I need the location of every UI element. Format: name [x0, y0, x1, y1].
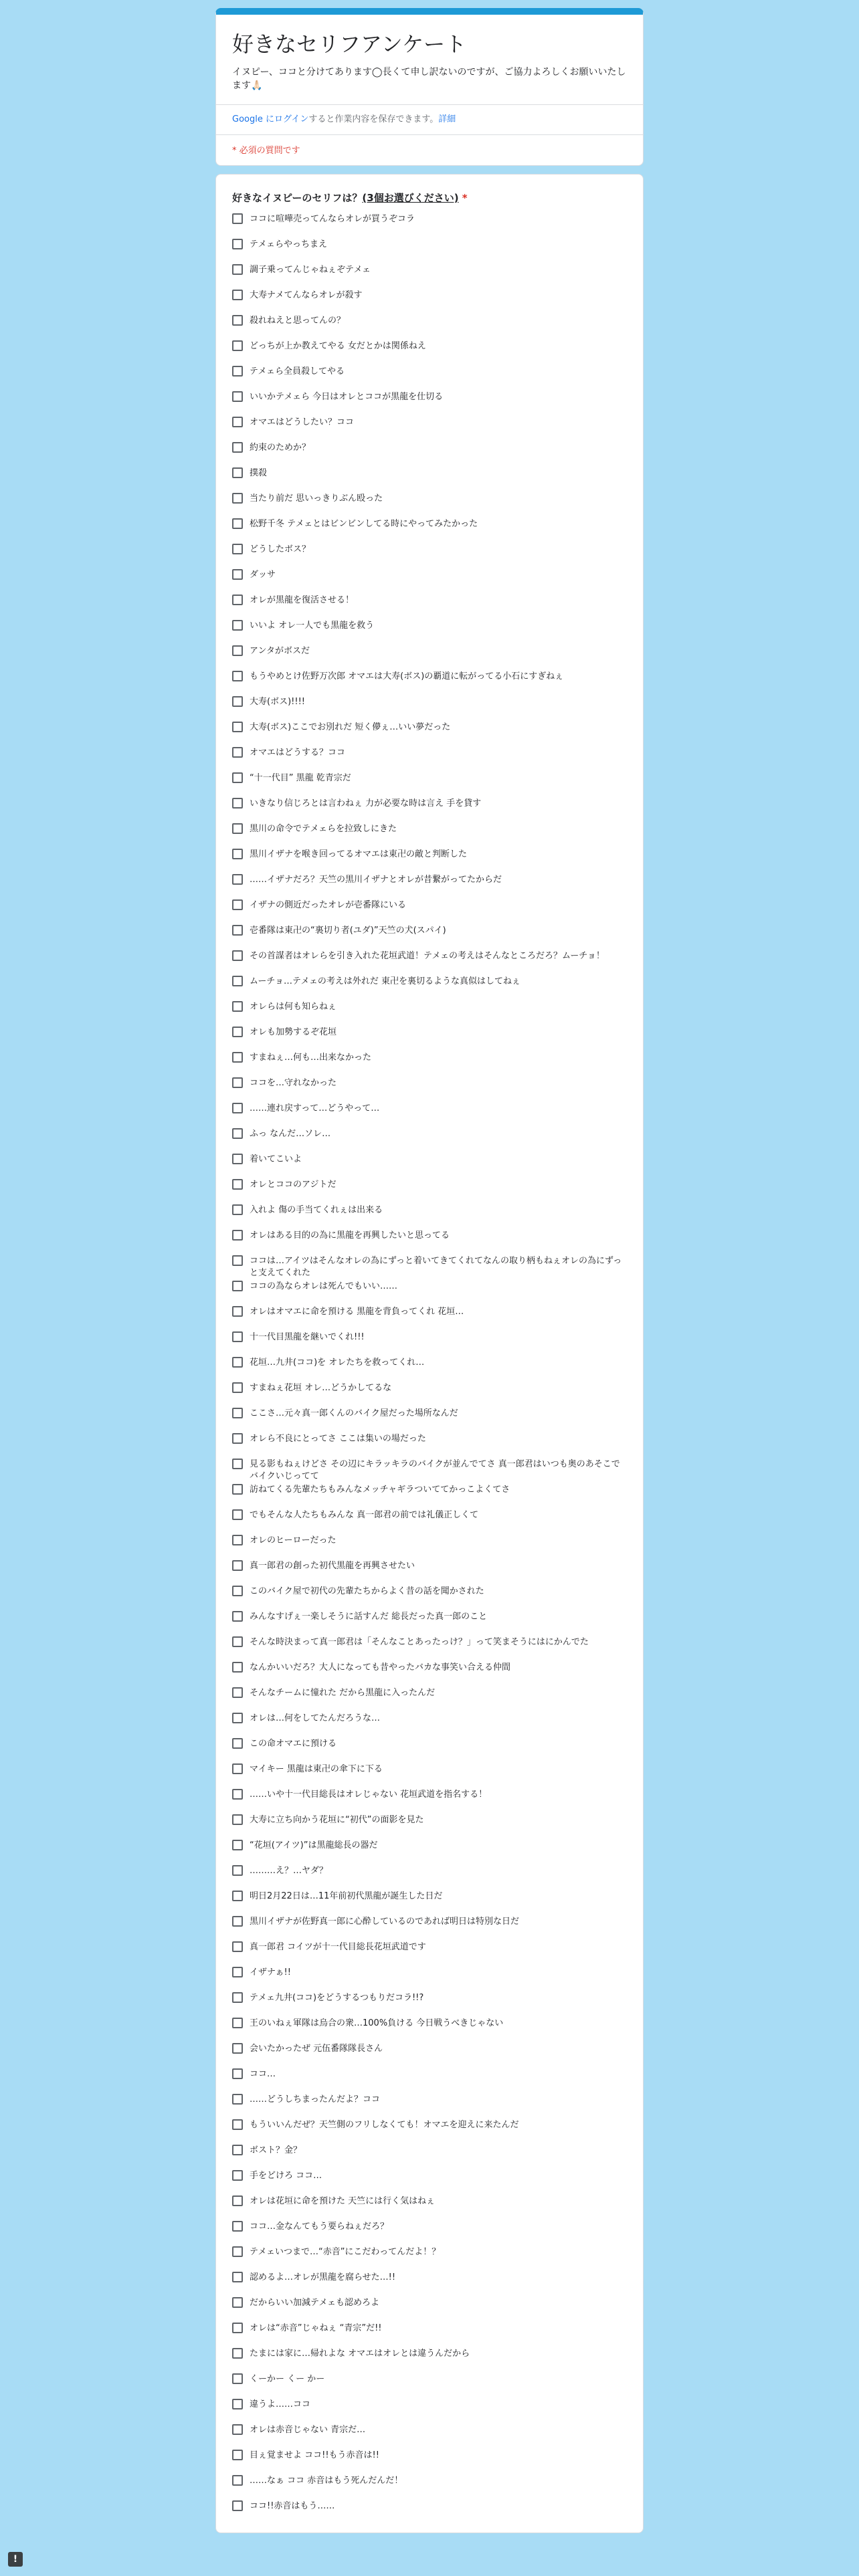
checkbox-icon[interactable]: [232, 1179, 243, 1190]
checkbox-option[interactable]: [232, 2348, 627, 2373]
checkbox-option-label: オレが黒龍を復活させる！: [250, 595, 355, 605]
question-title: [232, 191, 627, 205]
checkbox-option[interactable]: [232, 544, 627, 569]
checkbox-option-label: 大寿(ボス)!!!!: [250, 697, 305, 707]
checkbox-option[interactable]: [232, 1408, 627, 1433]
checkbox-option-label: ココを…守れなかった: [250, 1078, 337, 1088]
checkbox-icon[interactable]: [232, 2043, 243, 2054]
checkbox-icon[interactable]: [232, 1281, 243, 1291]
google-login-link[interactable]: Google にログイン: [232, 114, 309, 124]
checkbox-icon[interactable]: [232, 1687, 243, 1698]
checkbox-icon[interactable]: [232, 696, 243, 707]
checkbox-icon[interactable]: [232, 1738, 243, 1749]
checkbox-option[interactable]: [232, 747, 627, 772]
checkbox-option-label: 見る影もねぇけどさ その辺にキラッキラのバイクが並んでてさ 真一郎君はいつも奥のあそこでバイクいじってて: [250, 1459, 620, 1481]
checkbox-option-label: テメェらやっちまえ: [250, 239, 327, 249]
checkbox-option-label: 調子乗ってんじゃねぇぞテメェ: [250, 265, 371, 275]
checkbox-option[interactable]: [232, 1281, 627, 1306]
checkbox-option[interactable]: [232, 2399, 627, 2424]
checkbox-icon[interactable]: [232, 1662, 243, 1673]
checkbox-icon[interactable]: [232, 2424, 243, 2435]
checkbox-option-label: オレは花垣に命を預けた 天竺には行く気はねぇ: [250, 2196, 436, 2206]
checkbox-option[interactable]: [232, 722, 627, 747]
checkbox-icon[interactable]: [232, 1840, 243, 1850]
checkbox-option-label: ふっ なんだ…ソレ…: [250, 1129, 331, 1139]
checkbox-icon[interactable]: [232, 1891, 243, 1901]
checkbox-option[interactable]: [232, 1484, 627, 1509]
checkbox-option[interactable]: [232, 340, 627, 366]
checkbox-option-label: この命オマエに預ける: [250, 1739, 337, 1749]
checkbox-icon[interactable]: [232, 2018, 243, 2028]
checkbox-icon[interactable]: [232, 340, 243, 351]
checkbox-option-label: テメェら全員殺してやる: [250, 366, 345, 377]
required-note: * 必須の質問です: [232, 146, 300, 156]
checkbox-icon[interactable]: [232, 2221, 243, 2232]
checkbox-option-label: どっちが上か教えてやる 女だとかは関係ねえ: [250, 341, 426, 351]
checkbox-option-label: オレのヒーローだった: [250, 1535, 337, 1545]
checkbox-option[interactable]: [232, 366, 627, 391]
checkbox-option-label: オレは…何をしてたんだろうな…: [250, 1713, 381, 1723]
checkbox-option-label: その首謀者はオレらを引き入れた花垣武道！テメェの考えはそんなところだろ？ムーチョ！: [250, 951, 605, 961]
checkbox-option-label: オレは“赤音”じゃねぇ “青宗”だ!!: [250, 2323, 382, 2333]
checkbox-icon[interactable]: [232, 823, 243, 834]
checkbox-icon[interactable]: [232, 1484, 243, 1495]
checkbox-option-label: テメェ九井(ココ)をどうするつもりだコラ!!?: [250, 1993, 424, 2003]
checkbox-option-label: 黒川イザナが佐野真一郎に心酔しているのであれば明日は特別な日だ: [250, 1917, 520, 1927]
checkbox-option[interactable]: [232, 2450, 627, 2475]
checkbox-option-label: 入れよ 傷の手当てくれぇは出来る: [250, 1205, 383, 1215]
feedback-icon[interactable]: !: [8, 2552, 23, 2567]
checkbox-icon[interactable]: [232, 391, 243, 402]
checkbox-icon[interactable]: [232, 1916, 243, 1927]
checkbox-icon[interactable]: [232, 2272, 243, 2282]
checkbox-option-label: 松野千冬 テメェとはビンビンしてる時にやってみたかった: [250, 519, 478, 529]
checkbox-option-label: いきなり信じろとは言わねぇ 力が必要な時は言え 手を貸す: [250, 798, 482, 809]
checkbox-option-label: ムーチョ…テメェの考えは外れだ 東卍を裏切るような真似はしてねぇ: [250, 976, 521, 986]
checkbox-icon[interactable]: [232, 798, 243, 809]
question-title-text: 好きなイヌピーのセリフは？: [232, 192, 363, 204]
checkbox-option-label: ……いや十一代目総長はオレじゃない 花垣武道を指名する！: [250, 1790, 488, 1800]
checkbox-option-label: オレは赤音じゃない 青宗だ…: [250, 2425, 366, 2435]
checkbox-option-label: ココの為ならオレは死んでもいい……: [250, 1281, 398, 1291]
checkbox-icon[interactable]: [232, 2373, 243, 2384]
checkbox-icon[interactable]: [232, 417, 243, 427]
checkbox-icon[interactable]: [232, 1941, 243, 1952]
checkbox-icon[interactable]: [232, 899, 243, 910]
checkbox-option-label: ここさ…元々真一郎くんのバイク屋だった場所なんだ: [250, 1408, 458, 1418]
checkbox-option-label: たまには家に…帰れよな オマエはオレとは違うんだから: [250, 2349, 470, 2359]
checkbox-option[interactable]: [232, 925, 627, 950]
checkbox-icon[interactable]: [232, 2323, 243, 2333]
checkbox-icon[interactable]: [232, 772, 243, 783]
checkbox-icon[interactable]: [232, 1509, 243, 1520]
checkbox-icon[interactable]: [232, 1636, 243, 1647]
checkbox-option[interactable]: [232, 1204, 627, 1230]
checkbox-option-label: みんなすげぇ一楽しそうに話すんだ 総長だった真一郎のこと: [250, 1612, 488, 1622]
checkbox-icon[interactable]: [232, 1408, 243, 1418]
checkbox-option[interactable]: [232, 1840, 627, 1865]
checkbox-option-label: そんな時決まって真一郎君は「そんなことあったっけ？」って笑まそうにはにかんでた: [250, 1637, 589, 1647]
checkbox-option-label: 大寿ナメてんならオレが殺す: [250, 290, 363, 300]
checkbox-icon[interactable]: [232, 1052, 243, 1063]
checkbox-option[interactable]: [232, 899, 627, 925]
checkbox-option-label: すまねぇ花垣 オレ…どうかしてるな: [250, 1383, 392, 1393]
checkbox-option[interactable]: [232, 1738, 627, 1763]
checkbox-option[interactable]: [232, 518, 627, 544]
checkbox-option[interactable]: [232, 1027, 627, 1052]
checkbox-icon[interactable]: [232, 925, 243, 936]
checkbox-option[interactable]: [232, 2323, 627, 2348]
checkbox-icon[interactable]: [232, 518, 243, 529]
checkbox-option-label: ………え？…ヤダ？: [250, 1866, 328, 1876]
checkbox-option[interactable]: [232, 1230, 627, 1255]
checkbox-option-label: 認めるよ…オレが黒龍を腐らせた…!!: [250, 2272, 396, 2282]
form-header-card: [215, 8, 644, 166]
checkbox-option[interactable]: [232, 1535, 627, 1560]
checkbox-icon[interactable]: [232, 1027, 243, 1037]
checkbox-option-label: 着いてこいよ: [250, 1154, 302, 1164]
checkbox-option[interactable]: [232, 569, 627, 595]
checkbox-option-label: ……なぁ ココ 赤音はもう死んだんだ！: [250, 2476, 403, 2486]
checkbox-icon[interactable]: [232, 1789, 243, 1800]
checkbox-option-label: “十一代目” 黒龍 乾青宗だ: [250, 773, 351, 783]
checkbox-option-label: “花垣(アイツ)”は黒龍総長の器だ: [250, 1840, 378, 1850]
checkbox-option[interactable]: [232, 1331, 627, 1357]
checkbox-icon[interactable]: [232, 1230, 243, 1241]
checkbox-option[interactable]: [232, 1382, 627, 1408]
checkbox-option-label: ココ…金なんてもう要らねぇだろ？: [250, 2222, 389, 2232]
checkbox-icon[interactable]: [232, 2170, 243, 2181]
checkbox-option[interactable]: [232, 1052, 627, 1077]
checkbox-option-label: イザナぁ!!: [250, 1967, 291, 1977]
checkbox-icon[interactable]: [232, 1992, 243, 2003]
checkbox-option[interactable]: [232, 1662, 627, 1687]
checkbox-options: [232, 213, 627, 2526]
checkbox-option-label: ボスト？金？: [250, 2145, 302, 2155]
checkbox-icon[interactable]: [232, 1001, 243, 1012]
checkbox-option-label: 壱番隊は東卍の“裏切り者(ユダ)”天竺の犬(スパイ): [250, 926, 446, 936]
checkbox-icon[interactable]: [232, 1535, 243, 1545]
checkbox-option-label: どうしたボス？: [250, 544, 311, 554]
checkbox-option[interactable]: [232, 1433, 627, 1459]
checkbox-icon[interactable]: [232, 1128, 243, 1139]
checkbox-option-label: マイキー 黒龍は東卍の傘下に下る: [250, 1764, 383, 1774]
checkbox-option[interactable]: [232, 2373, 627, 2399]
checkbox-icon[interactable]: [232, 747, 243, 758]
checkbox-icon[interactable]: [232, 442, 243, 453]
checkbox-option-label: 王のいねぇ軍隊は烏合の衆…100%負ける 今日戦うべきじゃない: [250, 2018, 504, 2028]
checkbox-option-label: いいよ オレ一人でも黒龍を救う: [250, 621, 375, 631]
checkbox-option[interactable]: [232, 2119, 627, 2145]
checkbox-icon[interactable]: [232, 1077, 243, 1088]
checkbox-option-label: 違うよ……ココ: [250, 2399, 311, 2409]
checkbox-icon[interactable]: [232, 1204, 243, 1215]
checkbox-option[interactable]: [232, 1357, 627, 1382]
checkbox-option[interactable]: [232, 2068, 627, 2094]
checkbox-icon[interactable]: [232, 1357, 243, 1368]
checkbox-option-label: オマエはどうする？ココ: [250, 748, 346, 758]
checkbox-option-label: オレも加勢するぞ花垣: [250, 1027, 337, 1037]
checkbox-icon[interactable]: [232, 239, 243, 249]
checkbox-option-label: 会いたかったぜ 元伍番隊隊長さん: [250, 2044, 383, 2054]
checkbox-option-label: イザナの側近だったオレが壱番隊にいる: [250, 900, 407, 910]
checkbox-option-label: 真一郎君 コイツが十一代目総長花垣武道です: [250, 1942, 426, 1952]
form-container: [215, 8, 644, 2533]
checkbox-option[interactable]: [232, 1128, 627, 1154]
checkbox-option[interactable]: [232, 1077, 627, 1103]
checkbox-icon[interactable]: [232, 1306, 243, 1317]
checkbox-icon[interactable]: [232, 645, 243, 656]
checkbox-option[interactable]: [232, 1001, 627, 1027]
checkbox-option[interactable]: [232, 1687, 627, 1713]
checkbox-icon[interactable]: [232, 1255, 243, 1266]
checkbox-icon[interactable]: [232, 1382, 243, 1393]
checkbox-option[interactable]: [232, 2272, 627, 2297]
checkbox-option-label: ……連れ戻すって…どうやって…: [250, 1103, 380, 1113]
checkbox-option-label: 十一代目黒龍を継いでくれ!!!: [250, 1332, 365, 1342]
checkbox-option[interactable]: [232, 950, 627, 976]
required-star: *: [462, 192, 468, 204]
checkbox-option[interactable]: [232, 1255, 627, 1281]
checkbox-option[interactable]: [232, 1941, 627, 1967]
checkbox-icon[interactable]: [232, 1560, 243, 1571]
checkbox-option-label: 黒川イザナを喉き回ってるオマエは東卍の敵と判断した: [250, 849, 468, 859]
checkbox-icon[interactable]: [232, 290, 243, 300]
checkbox-option[interactable]: [232, 1103, 627, 1128]
checkbox-option[interactable]: [232, 2297, 627, 2323]
checkbox-option[interactable]: [232, 1611, 627, 1636]
checkbox-option-label: 真一郎君の創った初代黒龍を再興させたい: [250, 1561, 415, 1571]
checkbox-icon[interactable]: [232, 1586, 243, 1596]
checkbox-option-label: オマエはどうしたい？ココ: [250, 417, 355, 427]
checkbox-option[interactable]: [232, 2500, 627, 2526]
checkbox-option[interactable]: [232, 671, 627, 696]
checkbox-icon[interactable]: [232, 1865, 243, 1876]
checkbox-option-label: ……どうしちまったんだよ？ココ: [250, 2095, 381, 2105]
checkbox-option-label: オレはある目的の為に黒龍を再興したいと思ってる: [250, 1230, 450, 1241]
checkbox-option-label: 明日2月22日は…11年前初代黒龍が誕生した日だ: [250, 1891, 443, 1901]
checkbox-icon[interactable]: [232, 544, 243, 554]
checkbox-option[interactable]: [232, 2424, 627, 2450]
checkbox-option-label: そんなチームに憧れた だから黒龍に入ったんだ: [250, 1688, 436, 1698]
checkbox-option[interactable]: [232, 620, 627, 645]
question-hint: (3個お選びください): [362, 192, 459, 204]
checkbox-option[interactable]: [232, 493, 627, 518]
checkbox-option[interactable]: [232, 849, 627, 874]
checkbox-icon[interactable]: [232, 849, 243, 859]
checkbox-icon[interactable]: [232, 976, 243, 986]
checkbox-option[interactable]: [232, 2246, 627, 2272]
checkbox-option-label: オレはオマエに命を預ける 黒龍を背負ってくれ 花垣…: [250, 1307, 464, 1317]
checkbox-icon[interactable]: [232, 1763, 243, 1774]
checkbox-option[interactable]: [232, 417, 627, 442]
checkbox-option[interactable]: [232, 1814, 627, 1840]
checkbox-option[interactable]: [232, 315, 627, 340]
checkbox-icon[interactable]: [232, 264, 243, 275]
checkbox-icon[interactable]: [232, 1331, 243, 1342]
checkbox-option[interactable]: [232, 1586, 627, 1611]
details-link[interactable]: 詳細: [438, 114, 456, 124]
checkbox-option[interactable]: [232, 874, 627, 899]
checkbox-option[interactable]: [232, 1560, 627, 1586]
checkbox-icon[interactable]: [232, 213, 243, 224]
checkbox-option[interactable]: [232, 1967, 627, 1992]
checkbox-icon[interactable]: [232, 2119, 243, 2130]
checkbox-option[interactable]: [232, 823, 627, 849]
checkbox-option[interactable]: [232, 239, 627, 264]
checkbox-option-label: ココ!!赤音はもう……: [250, 2501, 335, 2511]
checkbox-option-label: ココは…アイツはそんなオレの為にずっと着いてきてくれてなんの取り柄もねぇオレの為にずっと支えてくれた: [250, 1256, 622, 1278]
checkbox-icon[interactable]: [232, 366, 243, 377]
checkbox-option-label: なんかいいだろ？大人になっても昔やったバカな事笑い合える仲間: [250, 1662, 511, 1673]
checkbox-option-label: もうやめとけ佐野万次郎 オマエは大寿(ボス)の覇道に転がってる小石にすぎねぇ: [250, 671, 564, 681]
checkbox-option-label: 殺れねえと思ってんの？: [250, 316, 346, 326]
checkbox-option[interactable]: [232, 1154, 627, 1179]
checkbox-option-label: ココ…: [250, 2069, 276, 2079]
checkbox-option-label: テメェいつまで…“赤音”にこだわってんだよ！？: [250, 2247, 441, 2257]
checkbox-option-label: このバイク屋で初代の先輩たちからよく昔の話を聞かされた: [250, 1586, 484, 1596]
checkbox-icon[interactable]: [232, 1103, 243, 1113]
checkbox-icon[interactable]: [232, 874, 243, 885]
form-description: イヌピー、ココと分けてあります◯長くて申し訳ないのですが、ご協力よろしくお願いいたします🙏🏻: [232, 67, 626, 91]
checkbox-icon[interactable]: [232, 1154, 243, 1164]
checkbox-option[interactable]: [232, 264, 627, 290]
checkbox-option-label: ダッサ: [250, 570, 276, 580]
checkbox-option[interactable]: [232, 391, 627, 417]
checkbox-option[interactable]: [232, 2094, 627, 2119]
question-card: [215, 174, 644, 2533]
checkbox-icon[interactable]: [232, 2094, 243, 2105]
checkbox-icon[interactable]: [232, 2399, 243, 2409]
checkbox-option[interactable]: [232, 1916, 627, 1941]
checkbox-option-label: 大寿(ボス)ここでお別れだ 短く儚ぇ…いい夢だった: [250, 722, 451, 732]
checkbox-icon[interactable]: [232, 2068, 243, 2079]
checkbox-option[interactable]: [232, 1306, 627, 1331]
checkbox-option[interactable]: [232, 2018, 627, 2043]
checkbox-icon[interactable]: [232, 493, 243, 504]
checkbox-icon[interactable]: [232, 2475, 243, 2486]
checkbox-icon[interactable]: [232, 2145, 243, 2155]
checkbox-option-label: 大寿に立ち向かう花垣に“初代”の面影を見た: [250, 1815, 424, 1825]
checkbox-option-label: くーかー くー かー: [250, 2374, 325, 2384]
checkbox-option[interactable]: [232, 772, 627, 798]
checkbox-option-label: もういいんだぜ？天竺側のフリしなくても！オマエを迎えに来たんだ: [250, 2120, 519, 2130]
checkbox-option-label: 撲殺: [250, 468, 268, 478]
checkbox-icon[interactable]: [232, 671, 243, 681]
checkbox-option[interactable]: [232, 2475, 627, 2500]
checkbox-icon[interactable]: [232, 569, 243, 580]
checkbox-option[interactable]: [232, 1179, 627, 1204]
checkbox-option[interactable]: [232, 976, 627, 1001]
checkbox-option[interactable]: [232, 1891, 627, 1916]
checkbox-option-label: だからいい加減テメェも認めろよ: [250, 2298, 379, 2308]
checkbox-icon[interactable]: [232, 1713, 243, 1723]
checkbox-option-label: オレら不良にとってさ ここは集いの場だった: [250, 1434, 426, 1444]
checkbox-option-label: オレとココのアジトだ: [250, 1180, 337, 1190]
checkbox-option[interactable]: [232, 290, 627, 315]
checkbox-icon[interactable]: [232, 950, 243, 961]
checkbox-option[interactable]: [232, 467, 627, 493]
form-title: 好きなセリフアンケート: [232, 31, 467, 57]
checkbox-option-label: いいかテメェら 今日はオレとココが黒龍を仕切る: [250, 392, 444, 402]
checkbox-icon[interactable]: [232, 1611, 243, 1622]
checkbox-icon[interactable]: [232, 2195, 243, 2206]
checkbox-icon[interactable]: [232, 1967, 243, 1977]
checkbox-option[interactable]: [232, 2195, 627, 2221]
checkbox-option[interactable]: [232, 1509, 627, 1535]
checkbox-option[interactable]: [232, 2145, 627, 2170]
checkbox-option[interactable]: [232, 1763, 627, 1789]
checkbox-icon[interactable]: [232, 2450, 243, 2460]
checkbox-option-label: でもそんな人たちもみんな 真一郎君の前では礼儀正しくて: [250, 1510, 479, 1520]
checkbox-option-label: 黒川の命令でテメェらを拉致しにきた: [250, 824, 397, 834]
checkbox-icon[interactable]: [232, 315, 243, 326]
checkbox-icon[interactable]: [232, 2246, 243, 2257]
checkbox-icon[interactable]: [232, 1433, 243, 1444]
checkbox-icon[interactable]: [232, 620, 243, 631]
checkbox-option-label: ココに喧嘩売ってんならオレが買うぞコラ: [250, 214, 415, 224]
checkbox-option[interactable]: [232, 2043, 627, 2068]
checkbox-option[interactable]: [232, 696, 627, 722]
checkbox-option[interactable]: [232, 1865, 627, 1891]
checkbox-option[interactable]: [232, 1459, 627, 1484]
checkbox-option-label: ……イザナだろ？天竺の黒川イザナとオレが昔繋がってたからだ: [250, 875, 502, 885]
checkbox-option[interactable]: [232, 2221, 627, 2246]
checkbox-option-label: 訪ねてくる先輩たちもみんなメッチャギラついててかっこよくてさ: [250, 1485, 510, 1495]
checkbox-option-label: オレらは何も知らねぇ: [250, 1002, 337, 1012]
checkbox-option-label: 当たり前だ 思いっきりぶん殴った: [250, 494, 383, 504]
checkbox-option-label: 手をどけろ ココ…: [250, 2171, 322, 2181]
checkbox-option[interactable]: [232, 1713, 627, 1738]
checkbox-icon[interactable]: [232, 467, 243, 478]
checkbox-option[interactable]: [232, 645, 627, 671]
checkbox-option-label: すまねぇ…何も…出来なかった: [250, 1053, 372, 1063]
checkbox-option[interactable]: [232, 2170, 627, 2195]
checkbox-option-label: 約束のためか？: [250, 443, 311, 453]
checkbox-option[interactable]: [232, 595, 627, 620]
checkbox-option-label: アンタがボスだ: [250, 646, 310, 656]
checkbox-icon[interactable]: [232, 2297, 243, 2308]
checkbox-icon[interactable]: [232, 2348, 243, 2359]
checkbox-icon[interactable]: [232, 2500, 243, 2511]
checkbox-icon[interactable]: [232, 1814, 243, 1825]
checkbox-option[interactable]: [232, 442, 627, 467]
login-notice-text: すると作業内容を保存できます。: [308, 114, 439, 124]
checkbox-option[interactable]: [232, 798, 627, 823]
checkbox-option-label: 花垣…九井(ココ)を オレたちを救ってくれ…: [250, 1358, 425, 1368]
checkbox-option[interactable]: [232, 1992, 627, 2018]
checkbox-icon[interactable]: [232, 595, 243, 605]
login-notice: [232, 105, 627, 134]
checkbox-option-label: 目ぇ覚ませよ ココ!!もう赤音は!!: [250, 2450, 379, 2460]
checkbox-option[interactable]: [232, 1636, 627, 1662]
checkbox-icon[interactable]: [232, 1459, 243, 1469]
checkbox-icon[interactable]: [232, 722, 243, 732]
checkbox-option[interactable]: [232, 1789, 627, 1814]
checkbox-option[interactable]: [232, 213, 627, 239]
